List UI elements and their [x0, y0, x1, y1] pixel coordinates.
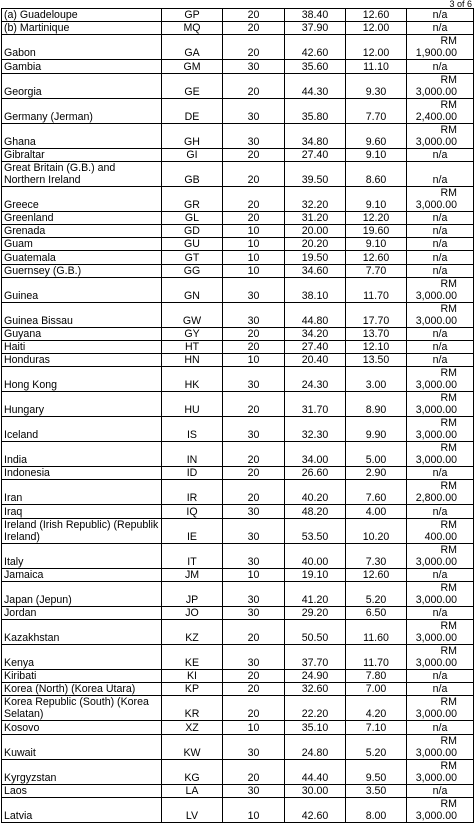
rate-2-cell: 11.70 [346, 277, 407, 302]
code-cell: JP [162, 581, 223, 606]
table-row [2, 9, 474, 22]
rate-1-cell: 24.90 [285, 670, 346, 683]
fee-cell: RM 1,900.00 [407, 35, 474, 60]
fee-cell: n/a [407, 340, 474, 353]
country-cell: Guernsey (G.B.) [2, 264, 162, 277]
fee-cell: RM 3,000.00 [407, 797, 474, 822]
country-cell: Guinea [2, 277, 162, 302]
country-cell: Grenada [2, 224, 162, 237]
days-cell: 20 [223, 442, 285, 467]
fee-cell: RM 3,000.00 [407, 417, 474, 442]
country-cell: Japan (Jepun) [2, 581, 162, 606]
rate-2-cell: 12.10 [346, 340, 407, 353]
fee-cell: RM 3,000.00 [407, 392, 474, 417]
table-row [2, 734, 474, 759]
code-cell: MQ [162, 22, 223, 35]
code-cell: GA [162, 35, 223, 60]
rate-2-cell: 9.10 [346, 148, 407, 161]
rate-1-cell: 22.20 [285, 696, 346, 721]
code-cell: HU [162, 392, 223, 417]
rate-2-cell: 9.50 [346, 759, 407, 784]
rate-1-cell: 32.20 [285, 186, 346, 211]
country-cell: Kuwait [2, 734, 162, 759]
table-row [2, 645, 474, 670]
fee-cell: n/a [407, 161, 474, 186]
days-cell: 20 [223, 186, 285, 211]
rate-1-cell: 42.60 [285, 35, 346, 60]
rate-1-cell: 40.20 [285, 480, 346, 505]
code-cell: GL [162, 211, 223, 224]
rate-2-cell: 8.90 [346, 392, 407, 417]
fee-cell: RM 3,000.00 [407, 645, 474, 670]
rate-2-cell: 4.20 [346, 696, 407, 721]
country-cell: Guinea Bissau [2, 302, 162, 327]
code-cell: KZ [162, 620, 223, 645]
rate-2-cell: 7.10 [346, 721, 407, 734]
table-row [2, 505, 474, 518]
rate-1-cell: 38.40 [285, 9, 346, 22]
fee-cell: n/a [407, 327, 474, 340]
rate-2-cell: 9.10 [346, 238, 407, 251]
rate-1-cell: 50.50 [285, 620, 346, 645]
fee-cell: n/a [407, 568, 474, 581]
days-cell: 30 [223, 543, 285, 568]
code-cell: IR [162, 480, 223, 505]
table-row [2, 670, 474, 683]
rate-2-cell: 5.00 [346, 442, 407, 467]
days-cell: 30 [223, 277, 285, 302]
rate-1-cell: 24.80 [285, 734, 346, 759]
days-cell: 10 [223, 721, 285, 734]
code-cell: GH [162, 123, 223, 148]
fee-cell: RM 3,000.00 [407, 442, 474, 467]
days-cell: 20 [223, 73, 285, 98]
fee-cell: RM 3,000.00 [407, 581, 474, 606]
rate-2-cell: 6.50 [346, 606, 407, 619]
country-cell: Korea (North) (Korea Utara) [2, 683, 162, 696]
country-cell: Kiribati [2, 670, 162, 683]
country-cell: (b) Martinique [2, 22, 162, 35]
rate-1-cell: 35.60 [285, 60, 346, 73]
fee-cell: RM 3,000.00 [407, 543, 474, 568]
rate-1-cell: 39.50 [285, 161, 346, 186]
fee-cell: RM 3,000.00 [407, 123, 474, 148]
rate-2-cell: 3.50 [346, 784, 407, 797]
rate-1-cell: 24.30 [285, 367, 346, 392]
table-row [2, 123, 474, 148]
table-row [2, 392, 474, 417]
rate-2-cell: 12.00 [346, 22, 407, 35]
country-cell: Greenland [2, 211, 162, 224]
country-cell: Kenya [2, 645, 162, 670]
fee-cell: RM 3,000.00 [407, 759, 474, 784]
days-cell: 20 [223, 148, 285, 161]
days-cell: 30 [223, 505, 285, 518]
country-cell: Hong Kong [2, 367, 162, 392]
table-row [2, 721, 474, 734]
country-cell: Indonesia [2, 467, 162, 480]
country-cell: Iran [2, 480, 162, 505]
fee-cell: n/a [407, 354, 474, 367]
code-cell: DE [162, 98, 223, 123]
country-cell: Gabon [2, 35, 162, 60]
days-cell: 10 [223, 568, 285, 581]
table-row [2, 606, 474, 619]
rate-2-cell: 11.10 [346, 60, 407, 73]
country-cell: Iraq [2, 505, 162, 518]
table-row [2, 417, 474, 442]
rate-2-cell: 9.10 [346, 186, 407, 211]
days-cell: 20 [223, 696, 285, 721]
table-row [2, 35, 474, 60]
country-cell: Guyana [2, 327, 162, 340]
fee-cell: n/a [407, 251, 474, 264]
table-row [2, 264, 474, 277]
table-row [2, 161, 474, 186]
rate-2-cell: 5.20 [346, 581, 407, 606]
days-cell: 20 [223, 683, 285, 696]
rate-2-cell: 12.60 [346, 251, 407, 264]
country-cell: Guam [2, 238, 162, 251]
rate-1-cell: 32.30 [285, 417, 346, 442]
days-cell: 30 [223, 98, 285, 123]
country-cell: Jordan [2, 606, 162, 619]
rate-2-cell: 2.90 [346, 467, 407, 480]
rate-2-cell: 11.70 [346, 645, 407, 670]
country-cell: Kyrgyzstan [2, 759, 162, 784]
rate-2-cell: 7.70 [346, 98, 407, 123]
country-cell: Kazakhstan [2, 620, 162, 645]
table-row [2, 148, 474, 161]
rate-1-cell: 37.70 [285, 645, 346, 670]
code-cell: GG [162, 264, 223, 277]
fee-cell: RM 3,000.00 [407, 73, 474, 98]
table-row [2, 759, 474, 784]
table-row [2, 367, 474, 392]
code-cell: IT [162, 543, 223, 568]
rate-1-cell: 40.00 [285, 543, 346, 568]
table-row [2, 277, 474, 302]
code-cell: IS [162, 417, 223, 442]
country-cell: Latvia [2, 797, 162, 822]
country-cell: Germany (Jerman) [2, 98, 162, 123]
code-cell: KR [162, 696, 223, 721]
rate-1-cell: 42.60 [285, 797, 346, 822]
days-cell: 10 [223, 264, 285, 277]
days-cell: 30 [223, 645, 285, 670]
rate-1-cell: 34.00 [285, 442, 346, 467]
table-row [2, 302, 474, 327]
days-cell: 30 [223, 518, 285, 543]
table-row [2, 797, 474, 822]
days-cell: 20 [223, 620, 285, 645]
rate-2-cell: 7.60 [346, 480, 407, 505]
days-cell: 30 [223, 734, 285, 759]
rate-1-cell: 34.80 [285, 123, 346, 148]
code-cell: GR [162, 186, 223, 211]
fee-cell: RM 3,000.00 [407, 696, 474, 721]
code-cell: HN [162, 354, 223, 367]
code-cell: IN [162, 442, 223, 467]
days-cell: 30 [223, 606, 285, 619]
fee-cell: n/a [407, 721, 474, 734]
page-indicator: 3 of 6 [449, 0, 472, 9]
code-cell: LV [162, 797, 223, 822]
rate-2-cell: 5.20 [346, 734, 407, 759]
rate-1-cell: 37.90 [285, 22, 346, 35]
code-cell: GB [162, 161, 223, 186]
country-cell: Gambia [2, 60, 162, 73]
days-cell: 10 [223, 797, 285, 822]
table-row [2, 22, 474, 35]
table-row [2, 251, 474, 264]
rate-1-cell: 34.20 [285, 327, 346, 340]
days-cell: 10 [223, 251, 285, 264]
rate-2-cell: 13.70 [346, 327, 407, 340]
days-cell: 20 [223, 759, 285, 784]
fee-cell: n/a [407, 224, 474, 237]
rate-1-cell: 27.40 [285, 340, 346, 353]
rate-2-cell: 17.70 [346, 302, 407, 327]
rate-2-cell: 12.60 [346, 9, 407, 22]
rate-1-cell: 20.40 [285, 354, 346, 367]
fee-cell: RM 3,000.00 [407, 302, 474, 327]
rate-1-cell: 44.40 [285, 759, 346, 784]
table-row [2, 683, 474, 696]
days-cell: 20 [223, 340, 285, 353]
days-cell: 20 [223, 22, 285, 35]
rate-2-cell: 8.00 [346, 797, 407, 822]
rate-1-cell: 44.80 [285, 302, 346, 327]
code-cell: KW [162, 734, 223, 759]
days-cell: 30 [223, 417, 285, 442]
code-cell: GN [162, 277, 223, 302]
fee-cell: n/a [407, 60, 474, 73]
country-cell: (a) Guadeloupe [2, 9, 162, 22]
fee-cell: n/a [407, 467, 474, 480]
days-cell: 30 [223, 581, 285, 606]
days-cell: 20 [223, 35, 285, 60]
table-row [2, 340, 474, 353]
days-cell: 20 [223, 670, 285, 683]
fee-cell: RM 3,000.00 [407, 367, 474, 392]
table-row [2, 73, 474, 98]
rate-1-cell: 20.20 [285, 238, 346, 251]
rate-2-cell: 9.90 [346, 417, 407, 442]
table-row [2, 543, 474, 568]
table-row [2, 224, 474, 237]
rate-1-cell: 32.60 [285, 683, 346, 696]
days-cell: 20 [223, 161, 285, 186]
table-row [2, 98, 474, 123]
code-cell: XZ [162, 721, 223, 734]
rate-1-cell: 34.60 [285, 264, 346, 277]
rate-1-cell: 27.40 [285, 148, 346, 161]
days-cell: 30 [223, 367, 285, 392]
fee-cell: n/a [407, 211, 474, 224]
code-cell: GI [162, 148, 223, 161]
table-row [2, 238, 474, 251]
fee-cell: n/a [407, 9, 474, 22]
code-cell: KP [162, 683, 223, 696]
country-cell: Italy [2, 543, 162, 568]
days-cell: 20 [223, 211, 285, 224]
days-cell: 20 [223, 9, 285, 22]
days-cell: 30 [223, 302, 285, 327]
rate-1-cell: 20.00 [285, 224, 346, 237]
fee-cell: n/a [407, 683, 474, 696]
fee-cell: n/a [407, 148, 474, 161]
days-cell: 30 [223, 784, 285, 797]
days-cell: 10 [223, 224, 285, 237]
table-row [2, 480, 474, 505]
country-cell: Jamaica [2, 568, 162, 581]
country-cell: Georgia [2, 73, 162, 98]
rate-1-cell: 26.60 [285, 467, 346, 480]
rate-1-cell: 29.20 [285, 606, 346, 619]
code-cell: GY [162, 327, 223, 340]
code-cell: GT [162, 251, 223, 264]
fee-cell: n/a [407, 238, 474, 251]
table-row [2, 354, 474, 367]
fee-cell: RM 400.00 [407, 518, 474, 543]
country-rates-table [1, 8, 474, 823]
country-cell: Greece [2, 186, 162, 211]
table-row [2, 327, 474, 340]
days-cell: 30 [223, 123, 285, 148]
code-cell: KG [162, 759, 223, 784]
rate-2-cell: 4.00 [346, 505, 407, 518]
rate-1-cell: 31.20 [285, 211, 346, 224]
rate-1-cell: 30.00 [285, 784, 346, 797]
days-cell: 20 [223, 392, 285, 417]
table-row [2, 467, 474, 480]
fee-cell: n/a [407, 264, 474, 277]
days-cell: 20 [223, 327, 285, 340]
rate-2-cell: 8.60 [346, 161, 407, 186]
table-row [2, 696, 474, 721]
code-cell: JO [162, 606, 223, 619]
fee-cell: RM 3,000.00 [407, 734, 474, 759]
table-row [2, 784, 474, 797]
rate-1-cell: 35.80 [285, 98, 346, 123]
country-cell: Hungary [2, 392, 162, 417]
code-cell: GP [162, 9, 223, 22]
code-cell: HT [162, 340, 223, 353]
rate-1-cell: 44.30 [285, 73, 346, 98]
fee-cell: RM 2,400.00 [407, 98, 474, 123]
days-cell: 30 [223, 60, 285, 73]
rate-2-cell: 3.00 [346, 367, 407, 392]
code-cell: IQ [162, 505, 223, 518]
rate-2-cell: 7.80 [346, 670, 407, 683]
days-cell: 10 [223, 354, 285, 367]
code-cell: KE [162, 645, 223, 670]
country-cell: Great Britain (G.B.) and Northern Ireland [2, 161, 162, 186]
code-cell: JM [162, 568, 223, 581]
code-cell: GM [162, 60, 223, 73]
rate-2-cell: 7.70 [346, 264, 407, 277]
rate-1-cell: 35.10 [285, 721, 346, 734]
code-cell: LA [162, 784, 223, 797]
table-row [2, 442, 474, 467]
fee-cell: n/a [407, 784, 474, 797]
rate-1-cell: 48.20 [285, 505, 346, 518]
rate-2-cell: 7.30 [346, 543, 407, 568]
rate-2-cell: 9.60 [346, 123, 407, 148]
country-cell: Laos [2, 784, 162, 797]
table-row [2, 60, 474, 73]
country-cell: Honduras [2, 354, 162, 367]
code-cell: GE [162, 73, 223, 98]
country-cell: Haiti [2, 340, 162, 353]
country-cell: Ghana [2, 123, 162, 148]
code-cell: GU [162, 238, 223, 251]
rate-1-cell: 19.10 [285, 568, 346, 581]
rate-1-cell: 38.10 [285, 277, 346, 302]
table-row [2, 581, 474, 606]
rate-2-cell: 13.50 [346, 354, 407, 367]
table-row [2, 211, 474, 224]
rate-2-cell: 11.60 [346, 620, 407, 645]
rate-2-cell: 19.60 [346, 224, 407, 237]
rate-2-cell: 7.00 [346, 683, 407, 696]
rate-2-cell: 9.30 [346, 73, 407, 98]
country-cell: Korea Republic (South) (Korea Selatan) [2, 696, 162, 721]
table-row [2, 186, 474, 211]
country-cell: Guatemala [2, 251, 162, 264]
code-cell: GW [162, 302, 223, 327]
days-cell: 10 [223, 238, 285, 251]
rate-1-cell: 53.50 [285, 518, 346, 543]
table-row [2, 620, 474, 645]
days-cell: 20 [223, 467, 285, 480]
rate-1-cell: 41.20 [285, 581, 346, 606]
table-row [2, 518, 474, 543]
fee-cell: n/a [407, 505, 474, 518]
fee-cell: RM 3,000.00 [407, 277, 474, 302]
rate-2-cell: 10.20 [346, 518, 407, 543]
table-body [2, 9, 474, 823]
rate-2-cell: 12.20 [346, 211, 407, 224]
rate-1-cell: 19.50 [285, 251, 346, 264]
country-cell: Kosovo [2, 721, 162, 734]
code-cell: GD [162, 224, 223, 237]
code-cell: HK [162, 367, 223, 392]
code-cell: ID [162, 467, 223, 480]
fee-cell: RM 3,000.00 [407, 620, 474, 645]
fee-cell: RM 3,000.00 [407, 186, 474, 211]
country-cell: India [2, 442, 162, 467]
country-cell: Gibraltar [2, 148, 162, 161]
fee-cell: RM 2,800.00 [407, 480, 474, 505]
days-cell: 20 [223, 480, 285, 505]
country-cell: Iceland [2, 417, 162, 442]
fee-cell: n/a [407, 606, 474, 619]
rate-2-cell: 12.60 [346, 568, 407, 581]
fee-cell: n/a [407, 670, 474, 683]
code-cell: KI [162, 670, 223, 683]
code-cell: IE [162, 518, 223, 543]
rate-1-cell: 31.70 [285, 392, 346, 417]
rate-2-cell: 12.00 [346, 35, 407, 60]
fee-cell: n/a [407, 22, 474, 35]
country-cell: Ireland (Irish Republic) (Republik Ireland) [2, 518, 162, 543]
table-row [2, 568, 474, 581]
